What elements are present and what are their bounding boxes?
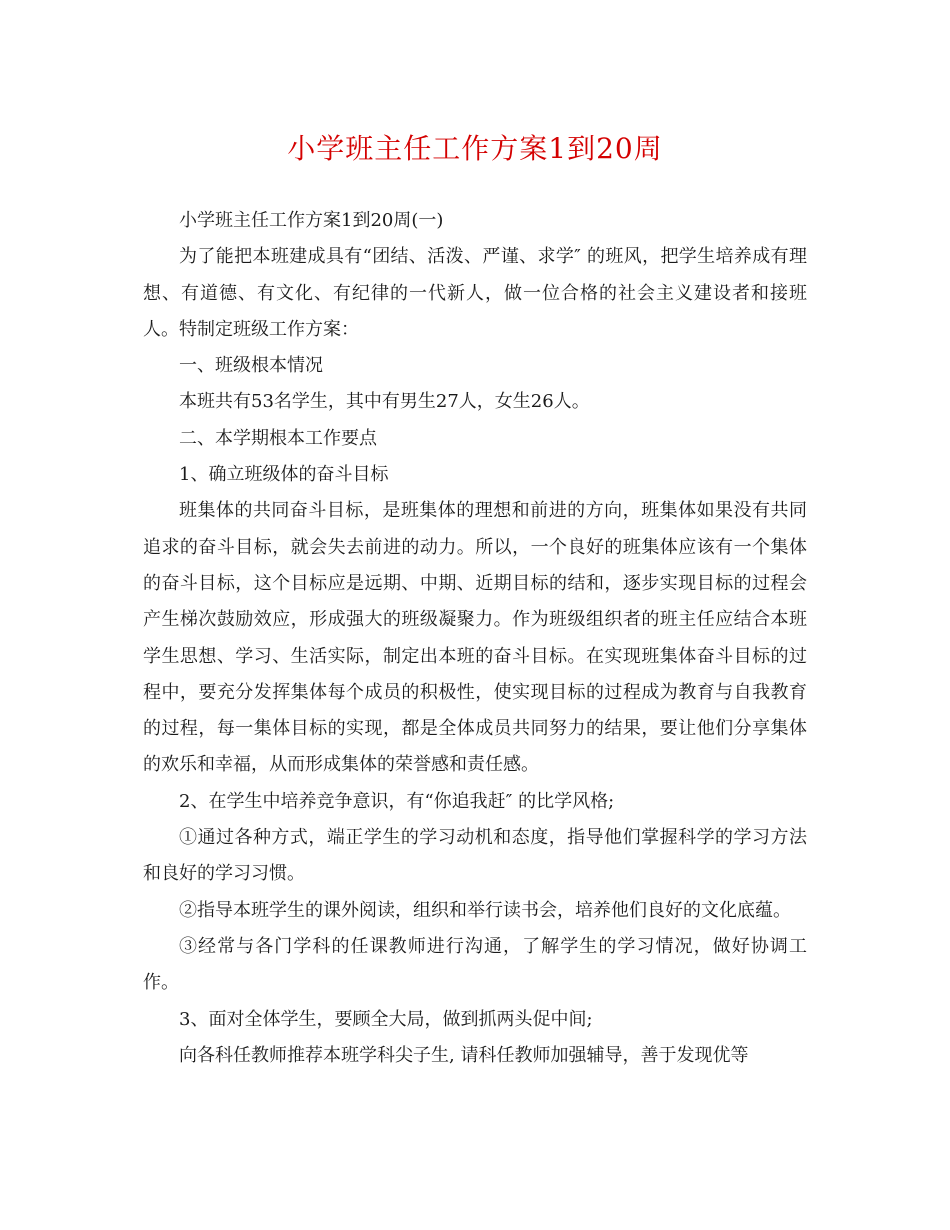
paragraph: 小学班主任工作方案1到20周(一) xyxy=(179,210,444,231)
paragraph: 二、本学期根本工作要点 xyxy=(179,427,377,449)
document-title: 小学班主任工作方案1到20周 xyxy=(287,132,663,165)
paragraph: 向各科任教师推荐本班学科尖子生, 请科任教师加强辅导，善于发现优等 xyxy=(179,1044,749,1066)
document-body xyxy=(143,203,807,1074)
paragraph: 1、确立班级体的奋斗目标 xyxy=(179,464,389,486)
paragraph: ②指导本班学生的课外阅读，组织和举行读书会，培养他们良好的文化底蕴。 xyxy=(179,899,791,921)
paragraph: 2、在学生中培养竞争意识，有“你追我赶″ 的比学风格; xyxy=(179,790,615,812)
paragraph: 为了能把本班建成具有“团结、活泼、严谨、求学″ 的班风，把学生培养成有理想、有道德、有文化、有纪律的一代新人，做一位合格的社会主义建设者和接班人。特制定班级工作方案： xyxy=(143,246,807,340)
paragraph: 班集体的共同奋斗目标，是班集体的理想和前进的方向，班集体如果没有共同追求的奋斗目标，就会失去前进的动力。所以，一个良好的班集体应该有一个集体的奋斗目标，这个目标应是远期、中期、近期目标的结和，逐步实现目标的过程会产生梯次鼓励效应，形成强大的班级凝聚力。作为班级组织者的班主任应结合本班学生思想、学习、生活实际，制定出本班的奋斗目标。在实现班集体奋斗目标的过程中，要充分发挥集体每个成员的积极性，使实现目标的过程成为教育与自我教育的过程，每一集体目标的实现，都是全体成员共同努力的结果，要让他们分享集体的欢乐和幸福，从而形成集体的荣誉感和责任感。 xyxy=(143,500,807,776)
paragraph: ③经常与各门学科的任课教师进行沟通，了解学生的学习情况，做好协调工作。 xyxy=(143,935,807,994)
paragraph: 3、面对全体学生，要顾全大局，做到抓两头促中间; xyxy=(179,1008,593,1030)
paragraph: ①通过各种方式，端正学生的学习动机和态度，指导他们掌握科学的学习方法和良好的学习习惯。 xyxy=(143,827,807,885)
paragraph: 一、班级根本情况 xyxy=(179,355,323,377)
paragraph: 本班共有53名学生，其中有男生27人，女生26人。 xyxy=(179,391,590,413)
